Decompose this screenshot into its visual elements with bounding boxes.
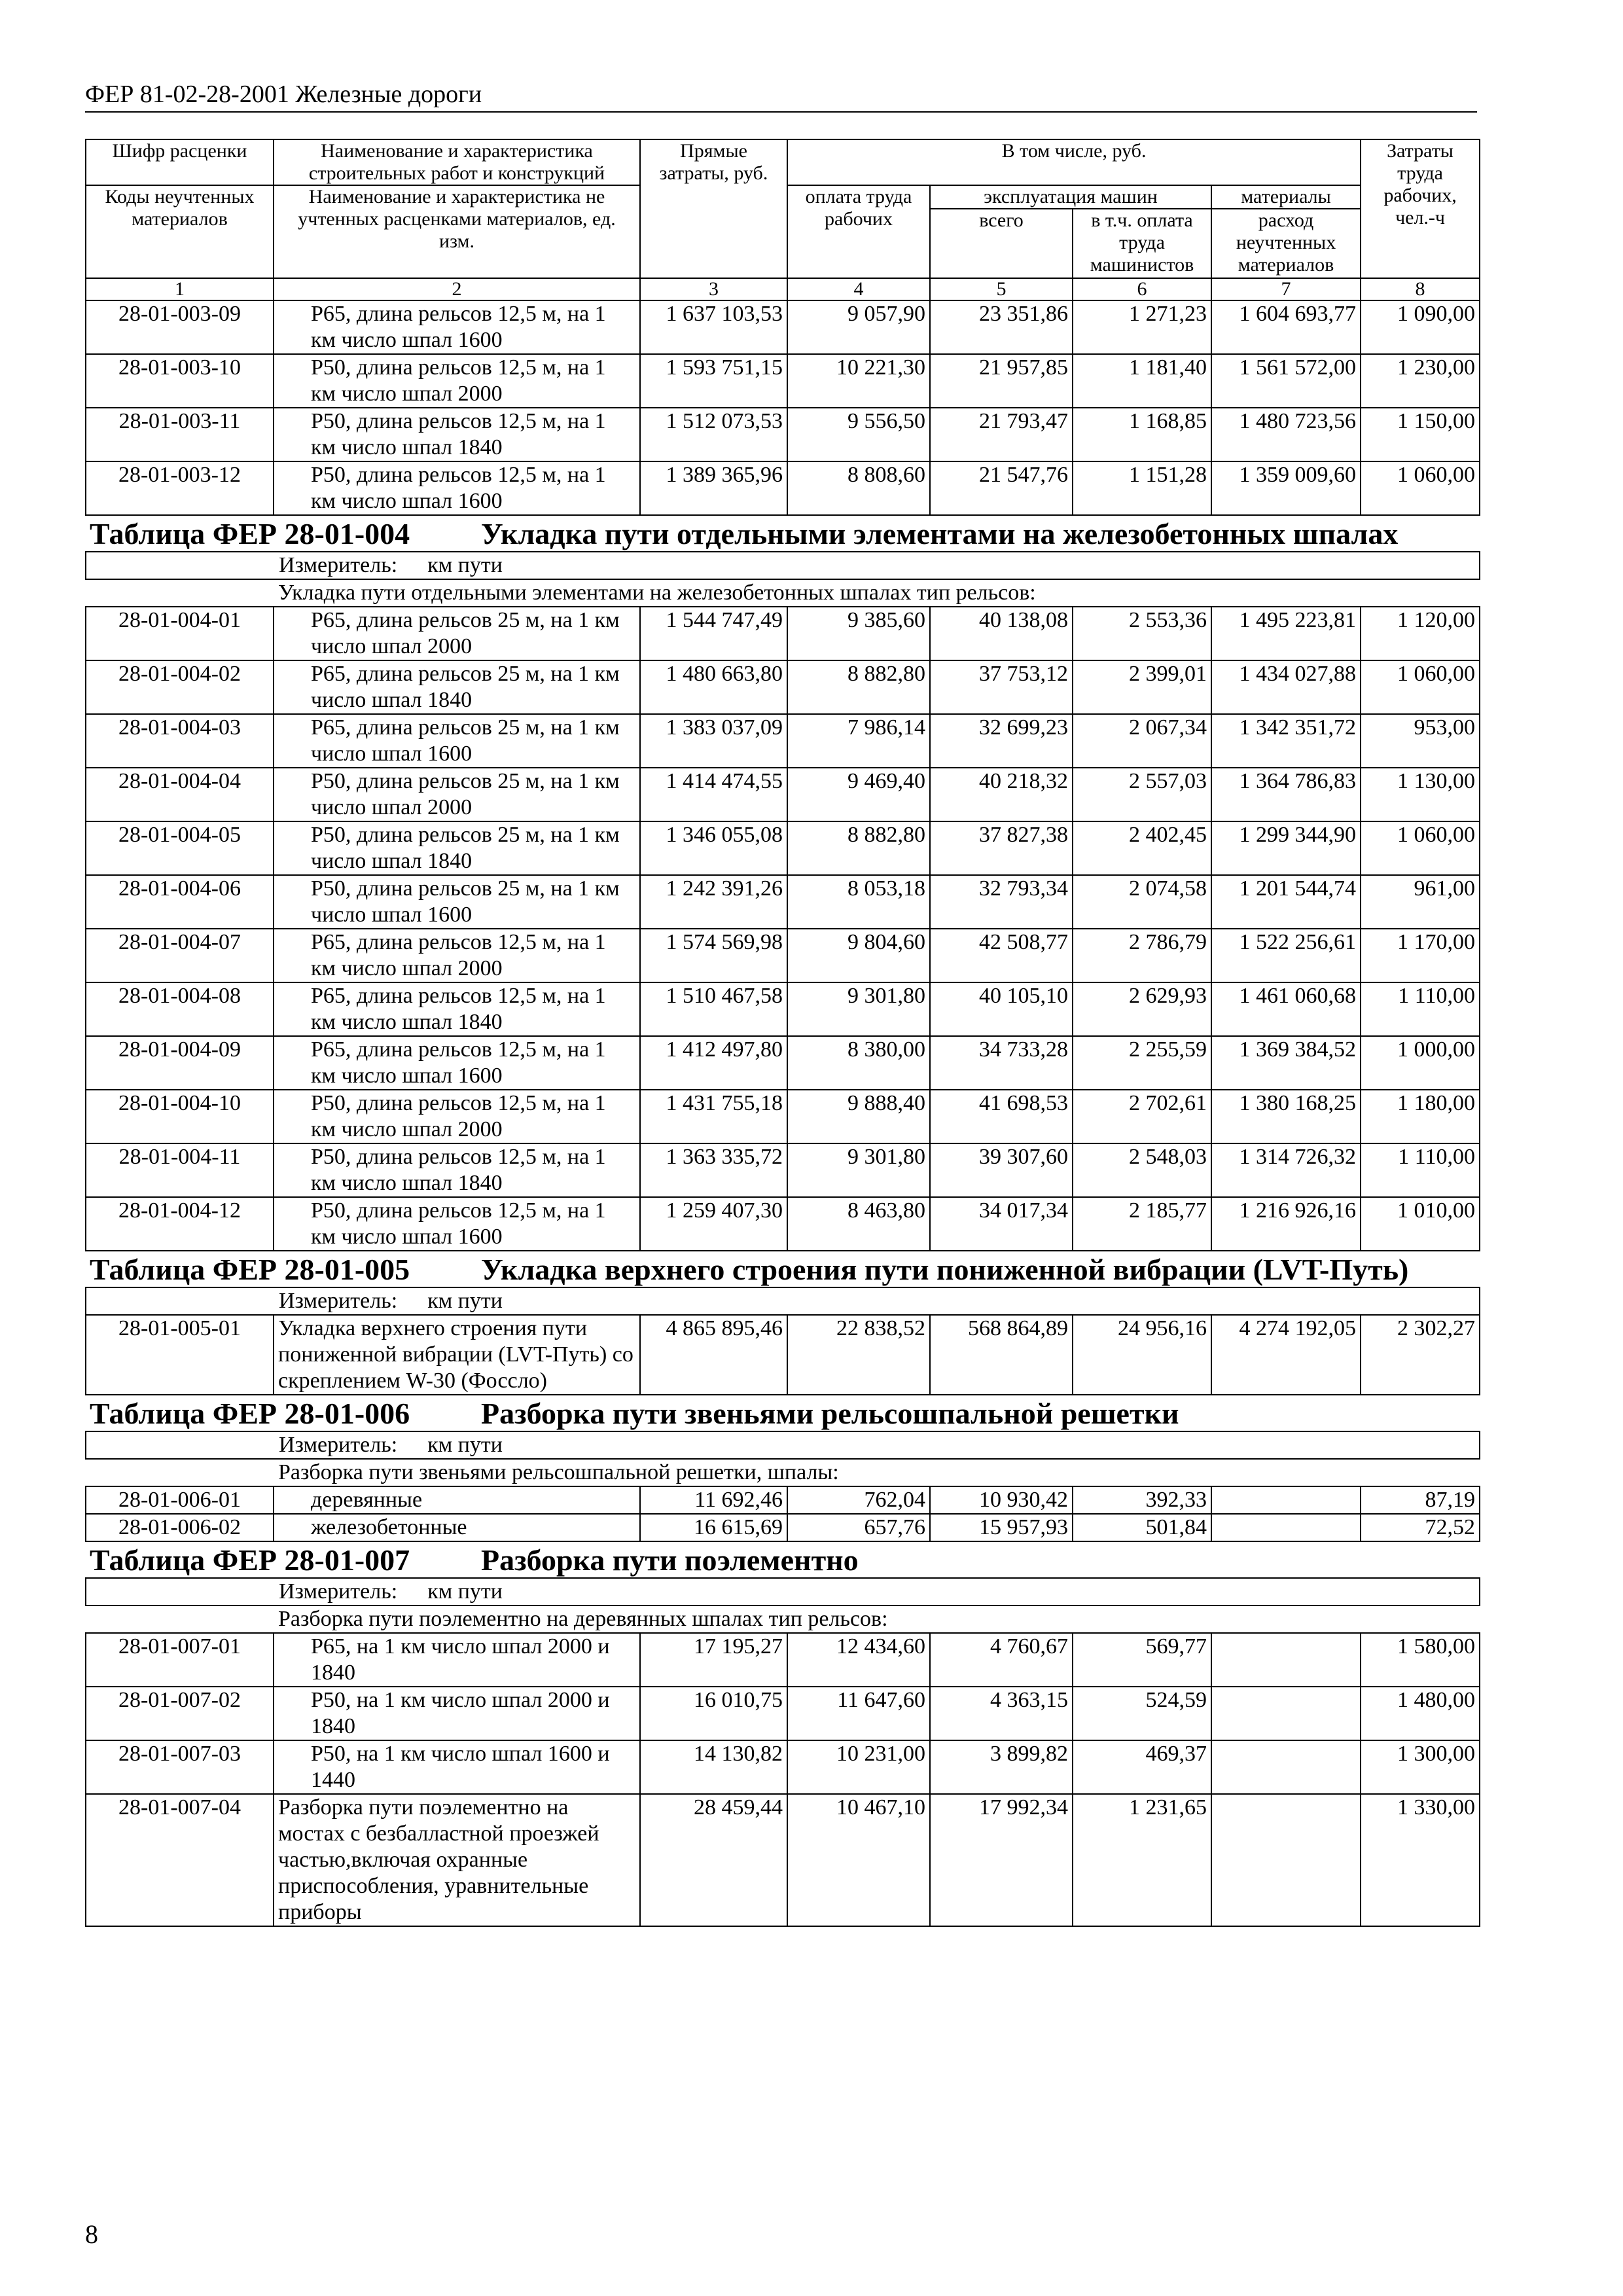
machinist-wages: 24 956,16 (1073, 1315, 1211, 1395)
rate-code: 28-01-004-05 (86, 821, 274, 875)
rate-code: 28-01-004-08 (86, 982, 274, 1036)
col-incl: В том числе, руб. (787, 139, 1361, 185)
work-name: Разборка пути поэлементно на мостах с безбалластной проезжей частью,включая охранные приспособления, уравнительные приборы (274, 1794, 640, 1926)
col-wages: оплата труда рабочих (787, 185, 930, 278)
measure-cell (86, 1287, 1480, 1315)
machines-cost: 40 105,10 (930, 982, 1073, 1036)
subheading-cell (86, 1459, 1480, 1486)
direct-cost: 16 615,69 (640, 1514, 787, 1541)
measure (90, 1579, 1475, 1605)
machines-cost: 40 138,08 (930, 607, 1073, 660)
labor-cost: 1 010,00 (1361, 1197, 1480, 1251)
work-name: Р50, на 1 км число шпал 1600 и 1440 (274, 1740, 640, 1794)
materials-cost: 1 561 572,00 (1211, 354, 1361, 408)
machinist-wages: 2 255,59 (1073, 1036, 1211, 1090)
col-materials-sub: расход неучтенных материалов (1211, 209, 1361, 278)
measure-label: Измеритель: (279, 553, 398, 577)
wages-cost: 7 986,14 (787, 714, 930, 768)
col-direct: Прямые затраты, руб. (640, 139, 787, 278)
machines-cost: 32 699,23 (930, 714, 1073, 768)
work-name: Р50, длина рельсов 25 м, на 1 км число шпал 2000 (274, 768, 640, 821)
table-row (86, 1486, 1480, 1514)
machines-cost: 32 793,34 (930, 875, 1073, 929)
machinist-wages: 501,84 (1073, 1514, 1211, 1541)
machinist-wages: 2 629,93 (1073, 982, 1211, 1036)
work-name: Р50, длина рельсов 12,5 м, на 1 км число шпал 1600 (274, 461, 640, 515)
materials-cost (1211, 1687, 1361, 1740)
col-number: 4 (787, 278, 930, 300)
materials-cost: 1 434 027,88 (1211, 660, 1361, 714)
table-row (86, 1036, 1480, 1090)
table-row (86, 1740, 1480, 1794)
table-section-title (86, 1541, 1480, 1578)
rate-code: 28-01-003-09 (86, 300, 274, 354)
direct-cost: 1 512 073,53 (640, 408, 787, 461)
table-section-title (86, 1395, 1480, 1431)
labor-cost: 1 110,00 (1361, 1143, 1480, 1197)
work-name: Р50, длина рельсов 25 м, на 1 км число шпал 1600 (274, 875, 640, 929)
measure-unit: км пути (427, 1289, 503, 1313)
labor-cost: 1 300,00 (1361, 1740, 1480, 1794)
machinist-wages: 2 548,03 (1073, 1143, 1211, 1197)
machines-cost: 15 957,93 (930, 1514, 1073, 1541)
direct-cost: 1 574 569,98 (640, 929, 787, 982)
direct-cost: 1 593 751,15 (640, 354, 787, 408)
materials-cost (1211, 1794, 1361, 1926)
measure-label: Измеритель: (279, 1579, 398, 1604)
machines-cost: 4 760,67 (930, 1633, 1073, 1687)
materials-cost (1211, 1633, 1361, 1687)
rate-code: 28-01-006-02 (86, 1514, 274, 1541)
materials-cost: 1 480 723,56 (1211, 408, 1361, 461)
machines-cost: 21 793,47 (930, 408, 1073, 461)
machines-cost: 23 351,86 (930, 300, 1073, 354)
work-name: Р65, длина рельсов 12,5 м, на 1 км число шпал 1840 (274, 982, 640, 1036)
labor-cost: 1 090,00 (1361, 300, 1480, 354)
wages-cost: 657,76 (787, 1514, 930, 1541)
work-name: железобетонные (274, 1514, 640, 1541)
table-row (86, 1794, 1480, 1926)
machinist-wages: 2 185,77 (1073, 1197, 1211, 1251)
measure-unit: км пути (427, 1579, 503, 1604)
subheading-cell (86, 579, 1480, 607)
work-name: Р50, длина рельсов 25 м, на 1 км число шпал 1840 (274, 821, 640, 875)
machinist-wages: 2 067,34 (1073, 714, 1211, 768)
wages-cost: 9 888,40 (787, 1090, 930, 1143)
section-title: Разборка пути поэлементно (481, 1543, 859, 1577)
machinist-wages: 2 557,03 (1073, 768, 1211, 821)
materials-cost: 1 359 009,60 (1211, 461, 1361, 515)
machinist-wages: 1 231,65 (1073, 1794, 1211, 1926)
header-row-1 (86, 139, 1480, 185)
col-materials: материалы (1211, 185, 1361, 209)
price-table (85, 139, 1480, 1927)
work-name: Р65, длина рельсов 12,5 м, на 1 км число шпал 1600 (274, 300, 640, 354)
rate-code: 28-01-007-03 (86, 1740, 274, 1794)
labor-cost: 1 130,00 (1361, 768, 1480, 821)
rate-code: 28-01-003-11 (86, 408, 274, 461)
machines-cost: 17 992,34 (930, 1794, 1073, 1926)
work-name: деревянные (274, 1486, 640, 1514)
machinist-wages: 392,33 (1073, 1486, 1211, 1514)
measure-row (86, 552, 1480, 579)
wages-cost: 22 838,52 (787, 1315, 930, 1395)
labor-cost: 1 480,00 (1361, 1687, 1480, 1740)
direct-cost: 1 544 747,49 (640, 607, 787, 660)
col-labor: Затраты труда рабочих, чел.-ч (1361, 139, 1480, 278)
rate-code: 28-01-004-09 (86, 1036, 274, 1090)
direct-cost: 14 130,82 (640, 1740, 787, 1794)
direct-cost: 17 195,27 (640, 1633, 787, 1687)
section-title-cell (86, 1251, 1480, 1287)
measure-row (86, 1431, 1480, 1459)
section-number: Таблица ФЕР 28-01-007 (90, 1543, 410, 1577)
measure (90, 1432, 1475, 1458)
work-name: Р65, длина рельсов 12,5 м, на 1 км число шпал 2000 (274, 929, 640, 982)
wages-cost: 10 221,30 (787, 354, 930, 408)
labor-cost: 2 302,27 (1361, 1315, 1480, 1395)
section-title-cell (86, 515, 1480, 552)
section-number: Таблица ФЕР 28-01-006 (90, 1397, 410, 1430)
section-title: Укладка верхнего строения пути пониженной вибрации (LVT-Путь) (481, 1253, 1409, 1286)
section-title-cell (86, 1395, 1480, 1431)
materials-cost (1211, 1740, 1361, 1794)
measure (90, 552, 1475, 579)
section-number: Таблица ФЕР 28-01-005 (90, 1253, 410, 1286)
machines-cost: 34 017,34 (930, 1197, 1073, 1251)
table-row (86, 1514, 1480, 1541)
rate-code: 28-01-004-11 (86, 1143, 274, 1197)
machines-cost: 40 218,32 (930, 768, 1073, 821)
col-number: 1 (86, 278, 274, 300)
rate-code: 28-01-003-10 (86, 354, 274, 408)
subheading-cell (86, 1605, 1480, 1633)
wages-cost: 9 057,90 (787, 300, 930, 354)
col-number: 7 (1211, 278, 1361, 300)
machinist-wages: 524,59 (1073, 1687, 1211, 1740)
direct-cost: 4 865 895,46 (640, 1315, 787, 1395)
direct-cost: 1 431 755,18 (640, 1090, 787, 1143)
measure-cell (86, 552, 1480, 579)
measure-label: Измеритель: (279, 1289, 398, 1313)
work-name: Укладка верхнего строения пути пониженной вибрации (LVT-Путь) со скреплением W-30 (Фоссло) (274, 1315, 640, 1395)
section-number: Таблица ФЕР 28-01-004 (90, 517, 410, 550)
section-title: Укладка пути отдельными элементами на железобетонных шпалах (481, 517, 1399, 550)
col-code-top: Шифр расценки (86, 139, 274, 185)
rate-code: 28-01-007-02 (86, 1687, 274, 1740)
labor-cost: 1 150,00 (1361, 408, 1480, 461)
work-name: Р50, на 1 км число шпал 2000 и 1840 (274, 1687, 640, 1740)
materials-cost: 1 461 060,68 (1211, 982, 1361, 1036)
rate-code: 28-01-004-01 (86, 607, 274, 660)
col-number: 8 (1361, 278, 1480, 300)
rate-code: 28-01-004-03 (86, 714, 274, 768)
materials-cost: 1 522 256,61 (1211, 929, 1361, 982)
labor-cost: 1 330,00 (1361, 1794, 1480, 1926)
materials-cost: 1 299 344,90 (1211, 821, 1361, 875)
materials-cost: 1 604 693,77 (1211, 300, 1361, 354)
materials-cost (1211, 1486, 1361, 1514)
wages-cost: 8 380,00 (787, 1036, 930, 1090)
wages-cost: 9 301,80 (787, 982, 930, 1036)
machinist-wages: 469,37 (1073, 1740, 1211, 1794)
labor-cost: 1 180,00 (1361, 1090, 1480, 1143)
work-name: Р65, длина рельсов 25 м, на 1 км число шпал 2000 (274, 607, 640, 660)
work-name: Р50, длина рельсов 12,5 м, на 1 км число шпал 1600 (274, 1197, 640, 1251)
table-row (86, 300, 1480, 354)
measure-label: Измеритель: (279, 1433, 398, 1457)
table-row (86, 1315, 1480, 1395)
machinist-wages: 569,77 (1073, 1633, 1211, 1687)
rate-code: 28-01-007-04 (86, 1794, 274, 1926)
table-row (86, 714, 1480, 768)
materials-cost: 1 314 726,32 (1211, 1143, 1361, 1197)
machinist-wages: 1 181,40 (1073, 354, 1211, 408)
wages-cost: 8 463,80 (787, 1197, 930, 1251)
table-row (86, 408, 1480, 461)
wages-cost: 8 882,80 (787, 660, 930, 714)
labor-cost: 1 000,00 (1361, 1036, 1480, 1090)
wages-cost: 8 808,60 (787, 461, 930, 515)
subheading-row (86, 579, 1480, 607)
subheading: Разборка пути поэлементно на деревянных шпалах тип рельсов: (278, 1607, 888, 1631)
direct-cost: 1 363 335,72 (640, 1143, 787, 1197)
table-row (86, 607, 1480, 660)
labor-cost: 87,19 (1361, 1486, 1480, 1514)
direct-cost: 1 242 391,26 (640, 875, 787, 929)
direct-cost: 1 480 663,80 (640, 660, 787, 714)
table-row (86, 1197, 1480, 1251)
machinist-wages: 1 271,23 (1073, 300, 1211, 354)
col-number: 5 (930, 278, 1073, 300)
measure (90, 1288, 1475, 1314)
machinist-wages: 2 074,58 (1073, 875, 1211, 929)
direct-cost: 1 412 497,80 (640, 1036, 787, 1090)
machines-cost: 10 930,42 (930, 1486, 1073, 1514)
wages-cost: 10 231,00 (787, 1740, 930, 1794)
machines-cost: 34 733,28 (930, 1036, 1073, 1090)
table-row (86, 1143, 1480, 1197)
section-title-cell (86, 1541, 1480, 1578)
machinist-wages: 1 151,28 (1073, 461, 1211, 515)
machines-cost: 3 899,82 (930, 1740, 1073, 1794)
wages-cost: 9 385,60 (787, 607, 930, 660)
rate-code: 28-01-004-06 (86, 875, 274, 929)
direct-cost: 28 459,44 (640, 1794, 787, 1926)
labor-cost: 961,00 (1361, 875, 1480, 929)
work-name: Р50, длина рельсов 12,5 м, на 1 км число шпал 2000 (274, 354, 640, 408)
col-number: 2 (274, 278, 640, 300)
machines-cost: 568 864,89 (930, 1315, 1073, 1395)
rate-code: 28-01-004-10 (86, 1090, 274, 1143)
wages-cost: 9 556,50 (787, 408, 930, 461)
rate-code: 28-01-004-07 (86, 929, 274, 982)
wages-cost: 8 882,80 (787, 821, 930, 875)
wages-cost: 10 467,10 (787, 1794, 930, 1926)
section-title: Разборка пути звеньями рельсошпальной решетки (481, 1397, 1179, 1430)
measure-row (86, 1578, 1480, 1605)
wages-cost: 9 469,40 (787, 768, 930, 821)
materials-cost: 1 495 223,81 (1211, 607, 1361, 660)
machines-cost: 21 547,76 (930, 461, 1073, 515)
labor-cost: 1 580,00 (1361, 1633, 1480, 1687)
machines-cost: 37 753,12 (930, 660, 1073, 714)
col-number: 3 (640, 278, 787, 300)
measure-row (86, 1287, 1480, 1315)
direct-cost: 16 010,75 (640, 1687, 787, 1740)
machinist-wages: 1 168,85 (1073, 408, 1211, 461)
work-name: Р65, длина рельсов 25 м, на 1 км число шпал 1840 (274, 660, 640, 714)
table-row (86, 875, 1480, 929)
col-total: всего (930, 209, 1073, 278)
work-name: Р65, длина рельсов 12,5 м, на 1 км число шпал 1600 (274, 1036, 640, 1090)
direct-cost: 1 510 467,58 (640, 982, 787, 1036)
measure-unit: км пути (427, 553, 503, 577)
rate-code: 28-01-004-12 (86, 1197, 274, 1251)
table-row (86, 660, 1480, 714)
table-row (86, 1687, 1480, 1740)
measure-cell (86, 1578, 1480, 1605)
rate-code: 28-01-003-12 (86, 461, 274, 515)
materials-cost (1211, 1514, 1361, 1541)
rate-code: 28-01-006-01 (86, 1486, 274, 1514)
rate-code: 28-01-004-02 (86, 660, 274, 714)
machines-cost: 39 307,60 (930, 1143, 1073, 1197)
subheading-row (86, 1605, 1480, 1633)
table-row (86, 929, 1480, 982)
measure-unit: км пути (427, 1433, 503, 1457)
table-row (86, 768, 1480, 821)
work-name: Р50, длина рельсов 12,5 м, на 1 км число шпал 1840 (274, 1143, 640, 1197)
labor-cost: 1 060,00 (1361, 660, 1480, 714)
labor-cost: 1 230,00 (1361, 354, 1480, 408)
rate-code: 28-01-005-01 (86, 1315, 274, 1395)
table-row (86, 982, 1480, 1036)
table-row (86, 354, 1480, 408)
work-name: Р65, на 1 км число шпал 2000 и 1840 (274, 1633, 640, 1687)
materials-cost: 1 201 544,74 (1211, 875, 1361, 929)
col-code-bottom: Коды неучтенных материалов (86, 185, 274, 278)
direct-cost: 1 346 055,08 (640, 821, 787, 875)
materials-cost: 4 274 192,05 (1211, 1315, 1361, 1395)
direct-cost: 1 637 103,53 (640, 300, 787, 354)
col-machinist-wages: в т.ч. оплата труда машинистов (1073, 209, 1211, 278)
machinist-wages: 2 399,01 (1073, 660, 1211, 714)
direct-cost: 1 259 407,30 (640, 1197, 787, 1251)
col-name-top: Наименование и характеристика строительных работ и конструкций (274, 139, 640, 185)
wages-cost: 9 301,80 (787, 1143, 930, 1197)
subheading-row (86, 1459, 1480, 1486)
labor-cost: 72,52 (1361, 1514, 1480, 1541)
wages-cost: 12 434,60 (787, 1633, 930, 1687)
wages-cost: 762,04 (787, 1486, 930, 1514)
col-name-bottom: Наименование и характеристика не учтенных расценками материалов, ед. изм. (274, 185, 640, 278)
running-header: ФЕР 81-02-28-2001 Железные дороги (85, 77, 1477, 113)
wages-cost: 11 647,60 (787, 1687, 930, 1740)
table-section-title (86, 515, 1480, 552)
labor-cost: 1 110,00 (1361, 982, 1480, 1036)
direct-cost: 1 414 474,55 (640, 768, 787, 821)
machinist-wages: 2 786,79 (1073, 929, 1211, 982)
work-name: Р50, длина рельсов 12,5 м, на 1 км число шпал 2000 (274, 1090, 640, 1143)
table-section-title (86, 1251, 1480, 1287)
column-numbers-row (86, 278, 1480, 300)
subheading: Разборка пути звеньями рельсошпальной решетки, шпалы: (278, 1460, 839, 1484)
materials-cost: 1 380 168,25 (1211, 1090, 1361, 1143)
labor-cost: 1 170,00 (1361, 929, 1480, 982)
labor-cost: 1 060,00 (1361, 461, 1480, 515)
work-name: Р65, длина рельсов 25 м, на 1 км число шпал 1600 (274, 714, 640, 768)
col-machines: эксплуатация машин (930, 185, 1211, 209)
machines-cost: 21 957,85 (930, 354, 1073, 408)
labor-cost: 1 060,00 (1361, 821, 1480, 875)
machinist-wages: 2 553,36 (1073, 607, 1211, 660)
page-number: 8 (85, 2219, 98, 2249)
machinist-wages: 2 402,45 (1073, 821, 1211, 875)
materials-cost: 1 364 786,83 (1211, 768, 1361, 821)
materials-cost: 1 369 384,52 (1211, 1036, 1361, 1090)
subheading: Укладка пути отдельными элементами на железобетонных шпалах тип рельсов: (278, 581, 1036, 605)
labor-cost: 1 120,00 (1361, 607, 1480, 660)
direct-cost: 11 692,46 (640, 1486, 787, 1514)
direct-cost: 1 383 037,09 (640, 714, 787, 768)
rate-code: 28-01-004-04 (86, 768, 274, 821)
wages-cost: 8 053,18 (787, 875, 930, 929)
machines-cost: 42 508,77 (930, 929, 1073, 982)
wages-cost: 9 804,60 (787, 929, 930, 982)
table-row (86, 461, 1480, 515)
work-name: Р50, длина рельсов 12,5 м, на 1 км число шпал 1840 (274, 408, 640, 461)
materials-cost: 1 216 926,16 (1211, 1197, 1361, 1251)
machinist-wages: 2 702,61 (1073, 1090, 1211, 1143)
direct-cost: 1 389 365,96 (640, 461, 787, 515)
table-row (86, 821, 1480, 875)
machines-cost: 4 363,15 (930, 1687, 1073, 1740)
measure-cell (86, 1431, 1480, 1459)
materials-cost: 1 342 351,72 (1211, 714, 1361, 768)
col-number: 6 (1073, 278, 1211, 300)
labor-cost: 953,00 (1361, 714, 1480, 768)
machines-cost: 37 827,38 (930, 821, 1073, 875)
rate-code: 28-01-007-01 (86, 1633, 274, 1687)
table-row (86, 1633, 1480, 1687)
table-row (86, 1090, 1480, 1143)
machines-cost: 41 698,53 (930, 1090, 1073, 1143)
